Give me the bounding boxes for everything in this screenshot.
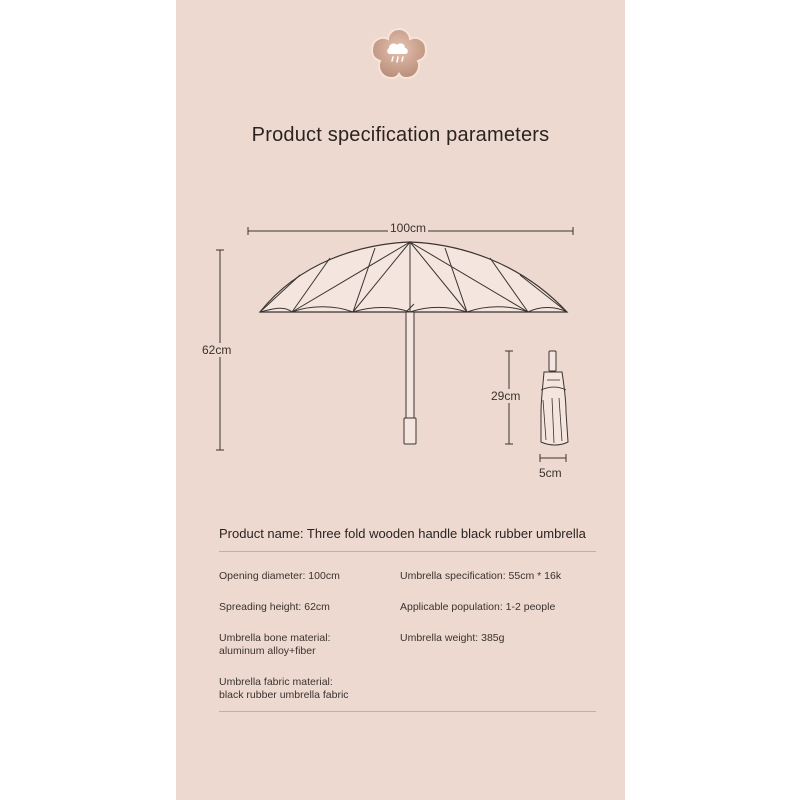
spec-applicable-population: Applicable population: 1-2 people [400, 601, 556, 613]
spec-fabric-material-label: Umbrella fabric material: [219, 676, 333, 688]
product-name: Product name: Three fold wooden handle black rubber umbrella [219, 526, 586, 541]
divider-bottom [219, 711, 596, 712]
spec-fabric-material [219, 676, 349, 702]
page-title: Product specification parameters [251, 124, 550, 146]
spec-bone-material [219, 632, 330, 658]
spec-umbrella-weight: Umbrella weight: 385g [400, 632, 505, 644]
width-dimension-label: 100cm [390, 221, 427, 235]
divider-top [219, 551, 596, 552]
spec-opening-diameter: Opening diameter: 100cm [219, 570, 340, 582]
spec-bone-material-value: aluminum alloy+fiber [219, 645, 316, 657]
spec-bone-material-label: Umbrella bone material: [219, 632, 331, 644]
spec-fabric-material-value: black rubber umbrella fabric [219, 689, 349, 701]
spec-umbrella-specification: Umbrella specification: 55cm * 16k [400, 570, 562, 582]
spec-spreading-height: Spreading height: 62cm [219, 601, 330, 613]
folded-width-label: 5cm [539, 466, 562, 480]
height-dimension-label: 62cm [202, 343, 232, 357]
folded-length-label: 29cm [491, 389, 521, 403]
